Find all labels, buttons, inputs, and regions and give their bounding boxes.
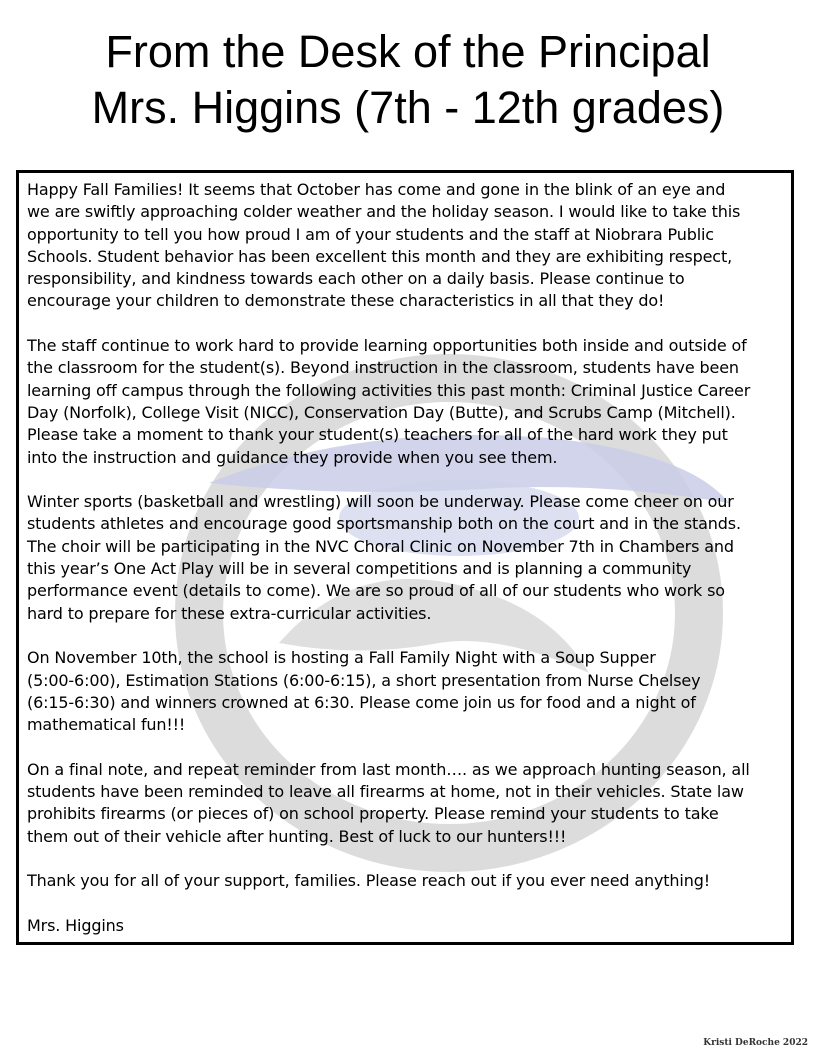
page-title-line-1: From the Desk of the Principal [105,26,711,77]
letter-paragraph-6: Thank you for all of your support, families. Please reach out if you ever need anything! [27,871,710,891]
letter-paragraph-5: On a final note, and repeat reminder from last month…. as we approach hunting season, all students have been reminded to leave all firearms at home, not in their vehicles. State law prohibits firearms (or pieces of) on school property. Please remind your students to take them out of their vehicle after hunting. Best of luck to our hunters!!! [27,759,750,846]
letter-body [27,179,783,937]
letter-paragraph-3: Winter sports (basketball and wrestling) will soon be underway. Please come cheer on our students athletes and encourage good sportsmanship both on the court and in the stands. The choir will be participating in the NVC Choral Clinic on November 7th in Chambers and this year’s One Act Play will be in several competitions and is planning a community performance event (details to come). We are so proud of all of our students who work so hard to prepare for these extra-curricular activities. [27,492,741,623]
author-credit: Kristi DeRoche 2022 [703,1038,808,1048]
page-title [0,24,816,136]
letter-paragraph-2: The staff continue to work hard to provide learning opportunities both inside and outside of the classroom for the student(s). Beyond instruction in the classroom, students have been learning off campus through the following activities this past month: Criminal Justice Career Day (Norfolk), College Visit (NICC), Conservation Day (Butte), and Scrubs Camp (Mitchell). Please take a moment to thank your student(s) teachers for all of the hard work they put into the instruction and guidance they provide when you see them. [27,336,751,467]
letter-signature: Mrs. Higgins [27,915,124,935]
page-title-line-2: Mrs. Higgins (7th - 12th grades) [91,82,725,133]
letter-box [16,170,794,945]
letter-paragraph-4: On November 10th, the school is hosting a Fall Family Night with a Soup Supper (5:00-6:00), Estimation Stations (6:00-6:15), a short presentation from Nurse Chelsey (6:15-6:30) and winners crowned at 6:30. Please come join us for food and a night of mathematical fun!!! [27,648,701,735]
letter-paragraph-1: Happy Fall Families! It seems that October has come and gone in the blink of an eye and we are swiftly approaching colder weather and the holiday season. I would like to take this opportunity to tell you how proud I am of your students and the staff at Niobrara Public Schools. Student behavior has been excellent this month and they are exhibiting respect, responsibility, and kindness towards each other on a daily basis. Please continue to encourage your children to demonstrate these characteristics in all that they do! [27,180,741,311]
